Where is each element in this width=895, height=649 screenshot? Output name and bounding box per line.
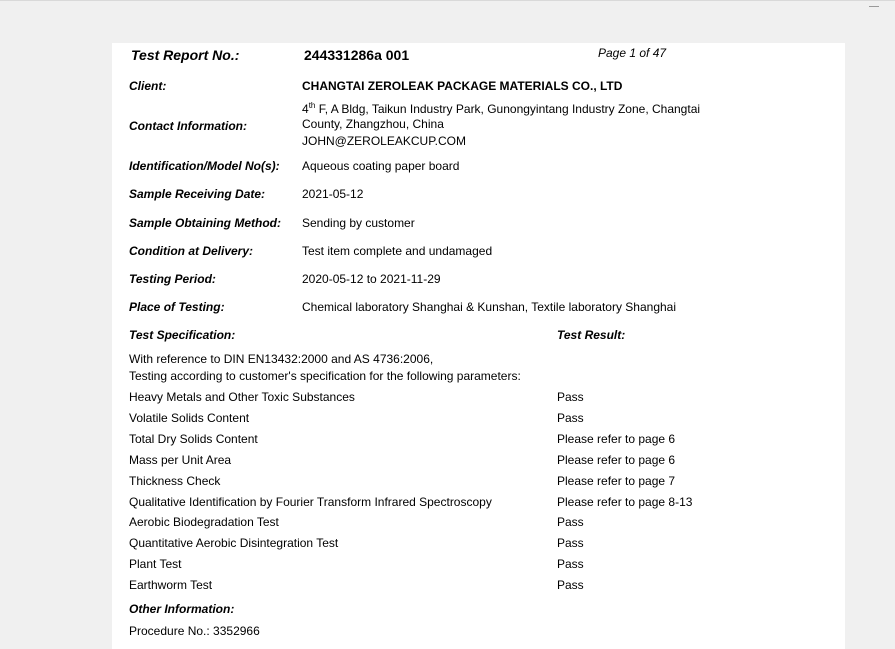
other-information-heading: Other Information: — [129, 602, 235, 616]
address-floor-number: 4 — [302, 102, 309, 116]
minimize-icon[interactable] — [869, 6, 879, 7]
test-item-result: Please refer to page 6 — [557, 453, 676, 467]
test-item-result: Please refer to page 7 — [557, 474, 676, 488]
procedure-number: Procedure No.: 3352966 — [129, 624, 260, 638]
obtaining-method-label: Sample Obtaining Method: — [129, 216, 281, 230]
address-line1-text: F, A Bldg, Taikun Industry Park, Gunongyintang Industry Zone, Changtai — [315, 102, 701, 116]
test-item-result: Pass — [557, 515, 584, 529]
test-item-name: Heavy Metals and Other Toxic Substances — [129, 390, 355, 404]
testing-period-value: 2020-05-12 to 2021-11-29 — [302, 272, 441, 286]
contact-address-line1 — [302, 102, 700, 116]
test-item-name: Qualitative Identification by Fourier Transform Infrared Spectroscopy — [129, 495, 492, 509]
identification-value: Aqueous coating paper board — [302, 159, 460, 173]
address-floor-suffix: th — [308, 101, 316, 110]
receiving-date-label: Sample Receiving Date: — [129, 187, 266, 201]
identification-label: Identification/Model No(s): — [129, 159, 280, 173]
place-of-testing-label: Place of Testing: — [129, 300, 225, 314]
spec-intro-line1: With reference to DIN EN13432:2000 and AS 4736:2006, — [129, 352, 434, 366]
condition-value: Test item complete and undamaged — [302, 244, 493, 258]
client-value: CHANGTAI ZEROLEAK PACKAGE MATERIALS CO., LTD — [302, 79, 623, 93]
test-item-result: Pass — [557, 390, 584, 404]
contact-label: Contact Information: — [129, 119, 247, 133]
test-item-name: Volatile Solids Content — [129, 411, 250, 425]
test-item-result: Please refer to page 8-13 — [557, 495, 693, 509]
test-item-result: Please refer to page 6 — [557, 432, 676, 446]
receiving-date-value: 2021-05-12 — [302, 187, 364, 201]
test-item-result: Pass — [557, 578, 584, 592]
test-item-name: Quantitative Aerobic Disintegration Test — [129, 536, 339, 550]
test-item-name: Thickness Check — [129, 474, 221, 488]
test-item-name: Mass per Unit Area — [129, 453, 232, 467]
test-item-name: Aerobic Biodegradation Test — [129, 515, 279, 529]
place-of-testing-value: Chemical laboratory Shanghai & Kunshan, Textile laboratory Shanghai — [302, 300, 677, 314]
test-specification-heading: Test Specification: — [129, 328, 236, 342]
contact-address-line2: County, Zhangzhou, China — [302, 117, 444, 131]
client-label: Client: — [129, 79, 167, 93]
window-top-border — [0, 0, 895, 1]
contact-email: JOHN@ZEROLEAKCUP.COM — [302, 134, 466, 148]
spec-intro-line2: Testing according to customer's specification for the following parameters: — [129, 369, 521, 383]
condition-label: Condition at Delivery: — [129, 244, 254, 258]
testing-period-label: Testing Period: — [129, 272, 216, 286]
test-item-name: Total Dry Solids Content — [129, 432, 258, 446]
test-result-heading: Test Result: — [557, 328, 626, 342]
report-page — [112, 43, 845, 649]
report-number: 244331286a 001 — [304, 47, 410, 63]
page-indicator: Page 1 of 47 — [598, 46, 667, 60]
test-item-name: Earthworm Test — [129, 578, 213, 592]
test-item-name: Plant Test — [129, 557, 182, 571]
obtaining-method-value: Sending by customer — [302, 216, 415, 230]
test-item-result: Pass — [557, 536, 584, 550]
test-item-result: Pass — [557, 557, 584, 571]
report-number-label: Test Report No.: — [131, 47, 240, 63]
test-item-result: Pass — [557, 411, 584, 425]
